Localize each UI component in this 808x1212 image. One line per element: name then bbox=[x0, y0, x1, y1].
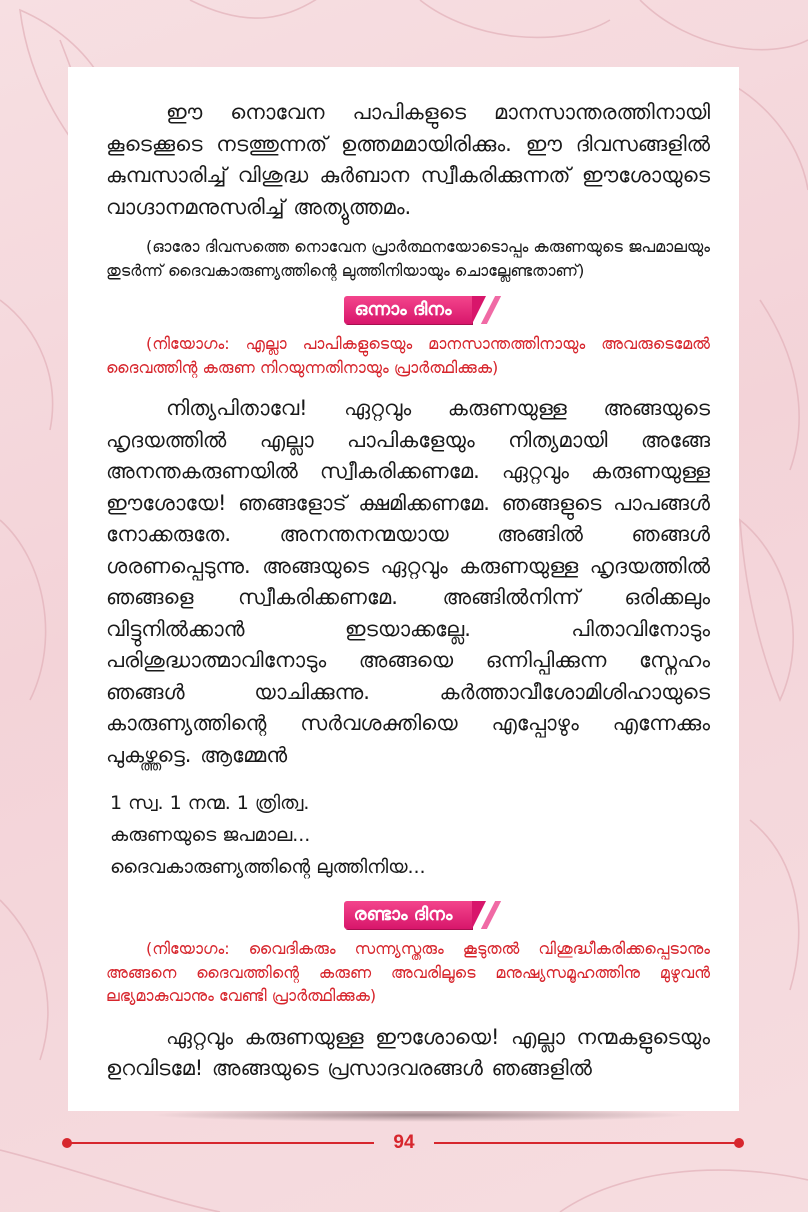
intro-paragraph: ഈ നൊവേന പാപികളുടെ മാനസാന്തരത്തിനായി കൂടെക്കൂടെ നടത്തുന്നത് ഉത്തമമായിരിക്കും. ഈ ദിവസങ്ങളിൽ കുമ്പസാരിച്ച് വിശുദ്ധ കുർബാന സ്വീകരിക്കുന്നത് ഈശോയുടെ വാഗ്ദാനമനുസരിച്ച് അത്യുത്തമം. bbox=[106, 100, 710, 219]
badge-stripe-icon bbox=[480, 296, 500, 324]
badge-stripe-icon bbox=[481, 901, 501, 929]
footer-rule-left bbox=[68, 1142, 374, 1144]
day1-list bbox=[110, 787, 710, 883]
footer-dot-right bbox=[734, 1138, 744, 1148]
day2-badge bbox=[344, 901, 473, 929]
day2-prayer: ഏറ്റവും കരുണയുള്ള ഈശോയെ! എല്ലാ നന്മകളുടെയും ഉറവിടമേ! അങ്ങയുടെ പ്രസാദവരങ്ങൾ ഞങ്ങളിൽ bbox=[106, 1024, 710, 1080]
page-number: 94 bbox=[393, 1132, 415, 1153]
list-item: 1 സ്വ. 1 നന്മ. 1 ത്രിത്വ. bbox=[110, 792, 310, 814]
page-card bbox=[68, 67, 739, 1111]
day2-heading-row bbox=[106, 901, 710, 931]
list-item: കരുണയുടെ ജപമാല... bbox=[110, 824, 311, 846]
day1-heading-row bbox=[106, 296, 710, 326]
list-item: ദൈവകാരുണ്യത്തിന്റെ ലുത്തിനിയ... bbox=[110, 856, 426, 878]
page-footer bbox=[62, 1131, 746, 1155]
day1-intention: (നിയോഗം: എല്ലാ പാപികളുടെയും മാനസാന്തത്തിനായും അവരുടെമേൽ ദൈവത്തിന്റ കരുണ നിറയുന്നതിനായും പ്രാർത്ഥിക്കുക) bbox=[106, 334, 710, 377]
day1-badge bbox=[344, 296, 471, 324]
footer-rule-right bbox=[434, 1142, 738, 1144]
day1-title: ഒന്നാം ദിനം bbox=[354, 299, 452, 320]
day1-prayer: നിത്യപിതാവേ! ഏറ്റവും കരുണയുള്ള അങ്ങയുടെ ഹൃദയത്തിൽ എല്ലാ പാപികളേയും നിത്യമായി അങ്ങേ അനന്തകരുണയിൽ സ്വീകരിക്കണമേ. ഏറ്റവും കരുണയുള്ള ഈശോയേ! ഞങ്ങളോട് ക്ഷമിക്കണമേ. ഞങ്ങളുടെ പാപങ്ങൾ നോക്കരുതേ. അനന്തനന്മയായ അങ്ങിൽ ഞങ്ങൾ ശരണപ്പെടുന്നു. അങ്ങയുടെ ഏറ്റവും കരുണയുള്ള ഹൃദയത്തിൽ ഞങ്ങളെ സ്വീകരിക്കണമേ. അങ്ങിൽനിന്ന് ഒരിക്കലും വിട്ടുനിൽക്കാൻ ഇടയാക്കല്ലേ. പിതാവിനോടും പരിശുദ്ധാത്മാവിനോടും അങ്ങയെ ഒന്നിപ്പിക്കുന്ന സ്നേഹം ഞങ്ങൾ യാചിക്കുന്നു. കർത്താവീശോമിശിഹായുടെ കാരുണ്യത്തിന്റെ സർവശക്തിയെ എപ്പോഴും എന്നേക്കും പുകഴ്ത്തട്ടെ. ആമ്മേൻ bbox=[106, 396, 710, 767]
page-content bbox=[106, 97, 710, 1085]
day2-title: രണ്ടാം ദിനം bbox=[353, 904, 453, 925]
day2-intention: (നിയോഗം: വൈദികരും സന്ന്യസ്തരും കൂടുതൽ വിശുദ്ധീകരിക്കപ്പെടാനും അങ്ങനെ ദൈവത്തിന്റെ കരുണ അവരിലൂടെ മനുഷ്യസമൂഹത്തിനു മുഴുവൻ ലഭ്യമാകുവാനും വേണ്ടി പ്രാർത്ഥിക്കുക) bbox=[106, 939, 710, 1005]
intro-note: (ഓരോ ദിവസത്തെ നൊവേന പ്രാർത്ഥനയോടൊപ്പം കരുണയുടെ ജപമാലയും തുടർന്ന് ദൈവകാരുണ്യത്തിന്റെ ലുത്തിനിയായും ചൊല്ലേണ്ടതാണ്) bbox=[106, 237, 710, 280]
